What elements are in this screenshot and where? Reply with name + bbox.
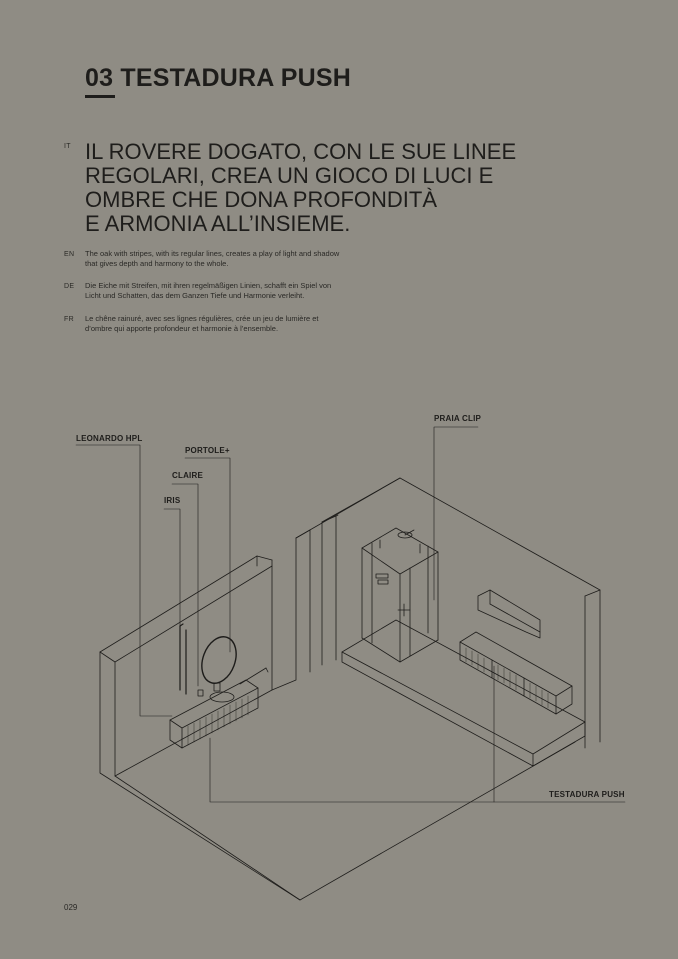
right-vanity-unit <box>460 632 572 714</box>
label-testadura-push: TESTADURA PUSH <box>549 790 625 799</box>
right-room-walls <box>272 478 600 748</box>
wall-niche <box>478 590 540 638</box>
paragraph-fr: Le chêne rainuré, avec ses lignes régulières, crée un jeu de lumière et d’ombre qui apporte profondeur et harmonie à l’ensemble. <box>85 314 319 333</box>
section-number: 03 <box>85 64 114 92</box>
paragraph-en: The oak with stripes, with its regular lines, creates a play of light and shadow that gives depth and harmony to the whole. <box>85 249 340 268</box>
floor-outline <box>100 560 575 900</box>
paragraph-de: Die Eiche mit Streifen, mit ihren regelmäßigen Linien, schafft ein Spiel von Licht und Schatten, das dem Ganzen Tiefe und Harmonie verleiht. <box>85 281 332 300</box>
left-vanity-unit <box>170 668 268 748</box>
shower-enclosure <box>362 528 438 662</box>
label-iris: IRIS <box>164 496 181 505</box>
lang-code-en: EN <box>64 251 75 258</box>
leader-lines <box>76 427 625 802</box>
lang-code-fr: FR <box>64 316 74 323</box>
label-claire: CLAIRE <box>172 471 203 480</box>
lang-code-it: IT <box>64 143 71 150</box>
pendant-lamps <box>180 624 186 694</box>
label-leonardo-hpl: LEONARDO HPL <box>76 434 143 443</box>
label-praia-clip: PRAIA CLIP <box>434 414 482 423</box>
headline-it: IL ROVERE DOGATO, CON LE SUE LINEE REGOLARI, CREA UN GIOCO DI LUCI E OMBRE CHE DONA PROFONDITÀ E ARMONIA ALL’INSIEME. <box>85 139 517 236</box>
label-portole-plus: PORTOLE+ <box>185 446 230 455</box>
page-number: 029 <box>64 903 78 912</box>
section-name: TESTADURA PUSH <box>120 64 351 92</box>
shower-platform <box>342 620 585 766</box>
lang-code-de: DE <box>64 283 75 290</box>
round-mirror <box>196 632 242 688</box>
